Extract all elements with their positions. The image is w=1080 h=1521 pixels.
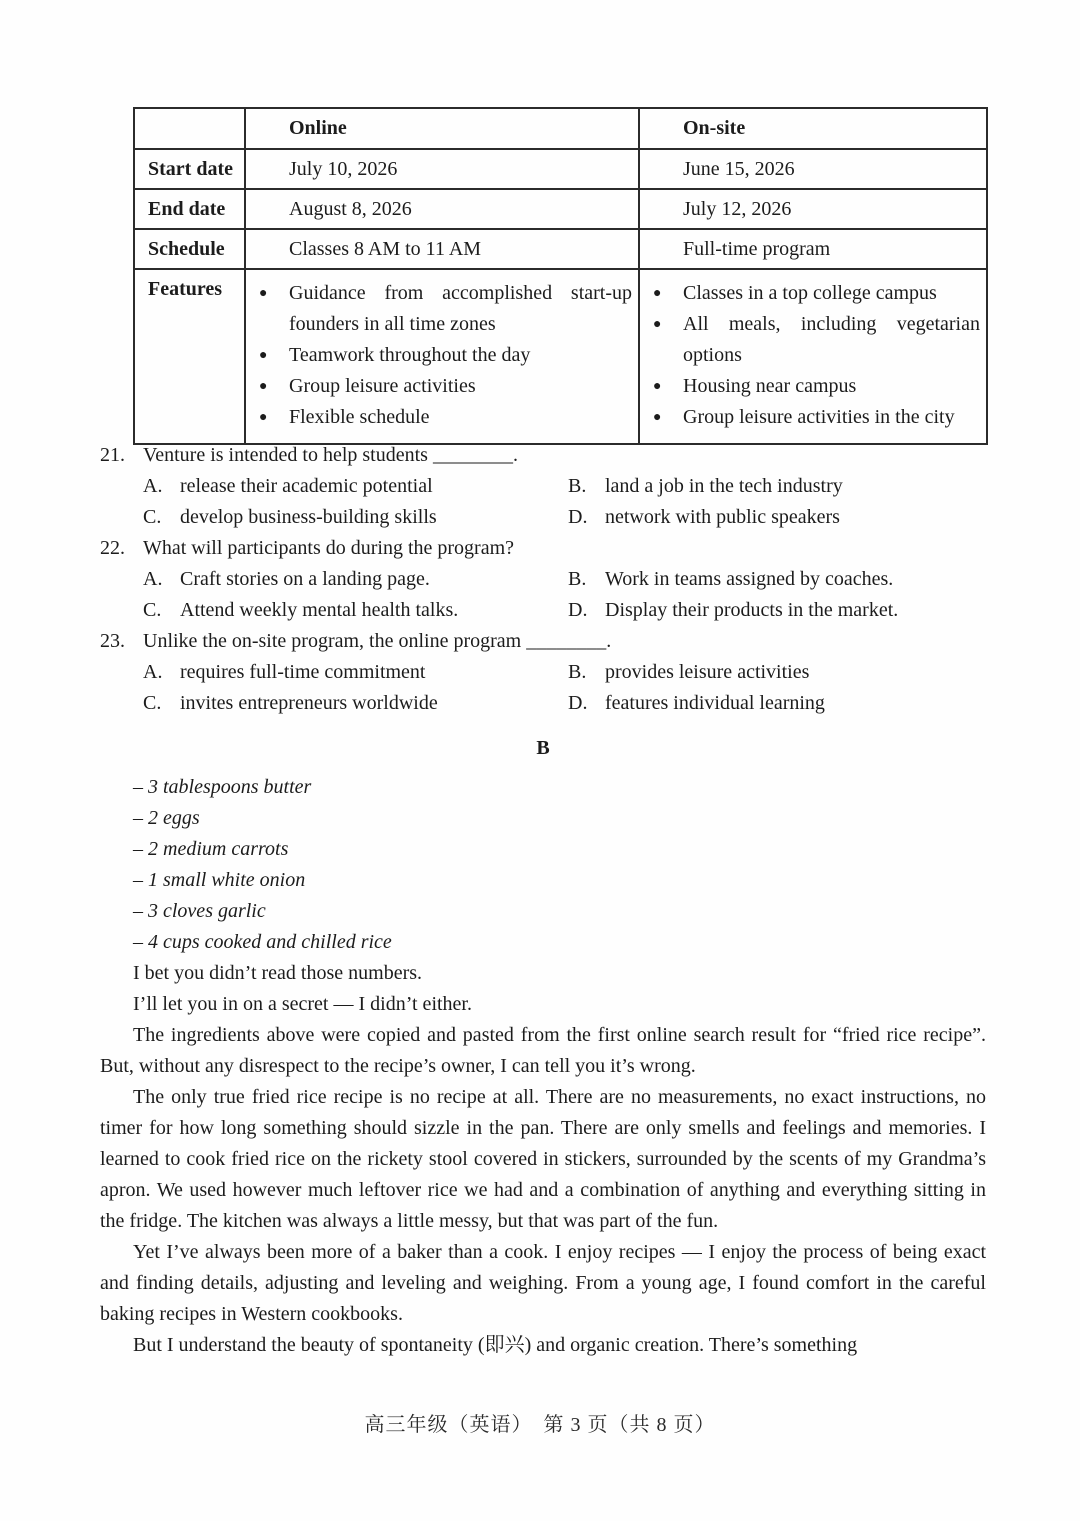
option-letter: D. <box>568 506 588 528</box>
option-b <box>568 564 986 595</box>
question-text: What will participants do during the program? <box>143 537 515 559</box>
option-letter: B. <box>568 661 587 683</box>
option-letter: C. <box>143 692 162 714</box>
question-number: 21. <box>100 444 125 466</box>
passage-paragraph: But I understand the beauty of spontaneity (即兴) and organic creation. There’s something <box>133 1334 858 1356</box>
table-header-row <box>134 108 987 149</box>
option-b <box>568 471 986 502</box>
table-header-onsite: On-site <box>639 108 987 149</box>
row-label-start-date: Start date <box>134 149 245 189</box>
multiple-choice-questions <box>100 440 986 719</box>
passage-line: I bet you didn’t read those numbers. <box>133 962 423 984</box>
option-text: land a job in the tech industry <box>605 475 843 497</box>
question-21 <box>100 440 986 533</box>
feature-item: ● Guidance from accomplished start-up founders in all time zones <box>246 278 632 340</box>
question-number: 23. <box>100 630 125 652</box>
option-text: Attend weekly mental health talks. <box>180 599 459 621</box>
passage-line: I’ll let you in on a secret — I didn’t either. <box>133 993 472 1015</box>
question-text: Unlike the on-site program, the online program ________. <box>143 630 612 652</box>
schedule-online: Classes 8 AM to 11 AM <box>245 229 639 269</box>
passage-body <box>100 1020 986 1361</box>
option-letter: C. <box>143 599 162 621</box>
ingredient-list <box>133 772 986 958</box>
table-row-features <box>134 269 987 444</box>
question-options <box>143 471 986 533</box>
option-c <box>143 502 568 533</box>
passage-paragraph: The ingredients above were copied and pasted from the first online search result for “fried rice recipe”. But, without any disrespect to the recipe’s owner, I can tell you it’s wrong. <box>100 1024 986 1077</box>
table-row-schedule <box>134 229 987 269</box>
ingredient-item: – 1 small white onion <box>133 869 306 891</box>
ingredient-item: – 2 eggs <box>133 807 200 829</box>
feature-item: ● Classes in a top college campus <box>640 278 980 309</box>
row-label-features: Features <box>134 269 245 444</box>
option-text: requires full-time commitment <box>180 661 426 683</box>
question-options <box>143 564 986 626</box>
option-d <box>568 502 986 533</box>
question-stem <box>100 440 986 471</box>
option-letter: C. <box>143 506 162 528</box>
feature-item: ● Group leisure activities in the city <box>640 402 980 433</box>
option-text: Craft stories on a landing page. <box>180 568 430 590</box>
program-comparison-table <box>133 107 988 445</box>
page-footer: 高三年级（英语） 第 3 页（共 8 页） <box>364 1414 716 1436</box>
table-header-online: Online <box>245 108 639 149</box>
question-number: 22. <box>100 537 125 559</box>
feature-item: ● Group leisure activities <box>246 371 632 402</box>
option-d <box>568 595 986 626</box>
passage-paragraph: Yet I’ve always been more of a baker than a cook. I enjoy recipes — I enjoy the process of being exact and finding details, adjusting and leveling and weighing. From a young age, I found comfort in the careful baking recipes in Western cookbooks. <box>100 1241 986 1325</box>
start-date-online: July 10, 2026 <box>245 149 639 189</box>
option-letter: A. <box>143 475 163 497</box>
end-date-onsite: July 12, 2026 <box>639 189 987 229</box>
option-text: Display their products in the market. <box>605 599 899 621</box>
option-letter: D. <box>568 692 588 714</box>
section-heading: B <box>536 737 550 759</box>
feature-item: ● Teamwork throughout the day <box>246 340 632 371</box>
table-row-start-date <box>134 149 987 189</box>
option-a <box>143 657 568 688</box>
question-text: Venture is intended to help students ________. <box>143 444 518 466</box>
option-text: develop business-building skills <box>180 506 437 528</box>
feature-item: ● Flexible schedule <box>246 402 632 433</box>
question-options <box>143 657 986 719</box>
feature-item: ● All meals, including vegetarian options <box>640 309 980 371</box>
schedule-onsite: Full-time program <box>639 229 987 269</box>
row-label-end-date: End date <box>134 189 245 229</box>
option-b <box>568 657 986 688</box>
option-text: release their academic potential <box>180 475 433 497</box>
feature-item: ● Housing near campus <box>640 371 980 402</box>
features-onsite <box>639 269 987 444</box>
row-label-schedule: Schedule <box>134 229 245 269</box>
start-date-onsite: June 15, 2026 <box>639 149 987 189</box>
option-text: provides leisure activities <box>605 661 810 683</box>
end-date-online: August 8, 2026 <box>245 189 639 229</box>
passage-paragraph: The only true fried rice recipe is no recipe at all. There are no measurements, no exact instructions, no timer for how long something should sizzle in the pan. There are only smells and feelings and memories. I learned to cook fried rice on the rickety stool covered in stickers, surrounded by the scents of my Grandma’s apron. We used however much leftover rice we had and a combination of anything and everything sitting in the fridge. The kitchen was always a little messy, but that was part of the fun. <box>100 1086 986 1232</box>
option-c <box>143 595 568 626</box>
option-letter: B. <box>568 568 587 590</box>
option-text: Work in teams assigned by coaches. <box>605 568 894 590</box>
table-row-end-date <box>134 189 987 229</box>
reading-section-b <box>100 733 986 1361</box>
question-stem <box>100 533 986 564</box>
option-text: invites entrepreneurs worldwide <box>180 692 438 714</box>
table-corner-cell <box>134 108 245 149</box>
option-a <box>143 471 568 502</box>
ingredient-item: – 2 medium carrots <box>133 838 289 860</box>
question-22 <box>100 533 986 626</box>
features-online <box>245 269 639 444</box>
option-letter: A. <box>143 661 163 683</box>
ingredient-item: – 3 tablespoons butter <box>133 776 312 798</box>
option-d <box>568 688 986 719</box>
option-text: features individual learning <box>605 692 825 714</box>
question-23 <box>100 626 986 719</box>
option-letter: A. <box>143 568 163 590</box>
option-letter: B. <box>568 475 587 497</box>
option-text: network with public speakers <box>605 506 840 528</box>
question-stem <box>100 626 986 657</box>
option-c <box>143 688 568 719</box>
ingredient-item: – 3 cloves garlic <box>133 900 266 922</box>
option-letter: D. <box>568 599 588 621</box>
option-a <box>143 564 568 595</box>
ingredient-item: – 4 cups cooked and chilled rice <box>133 931 392 953</box>
